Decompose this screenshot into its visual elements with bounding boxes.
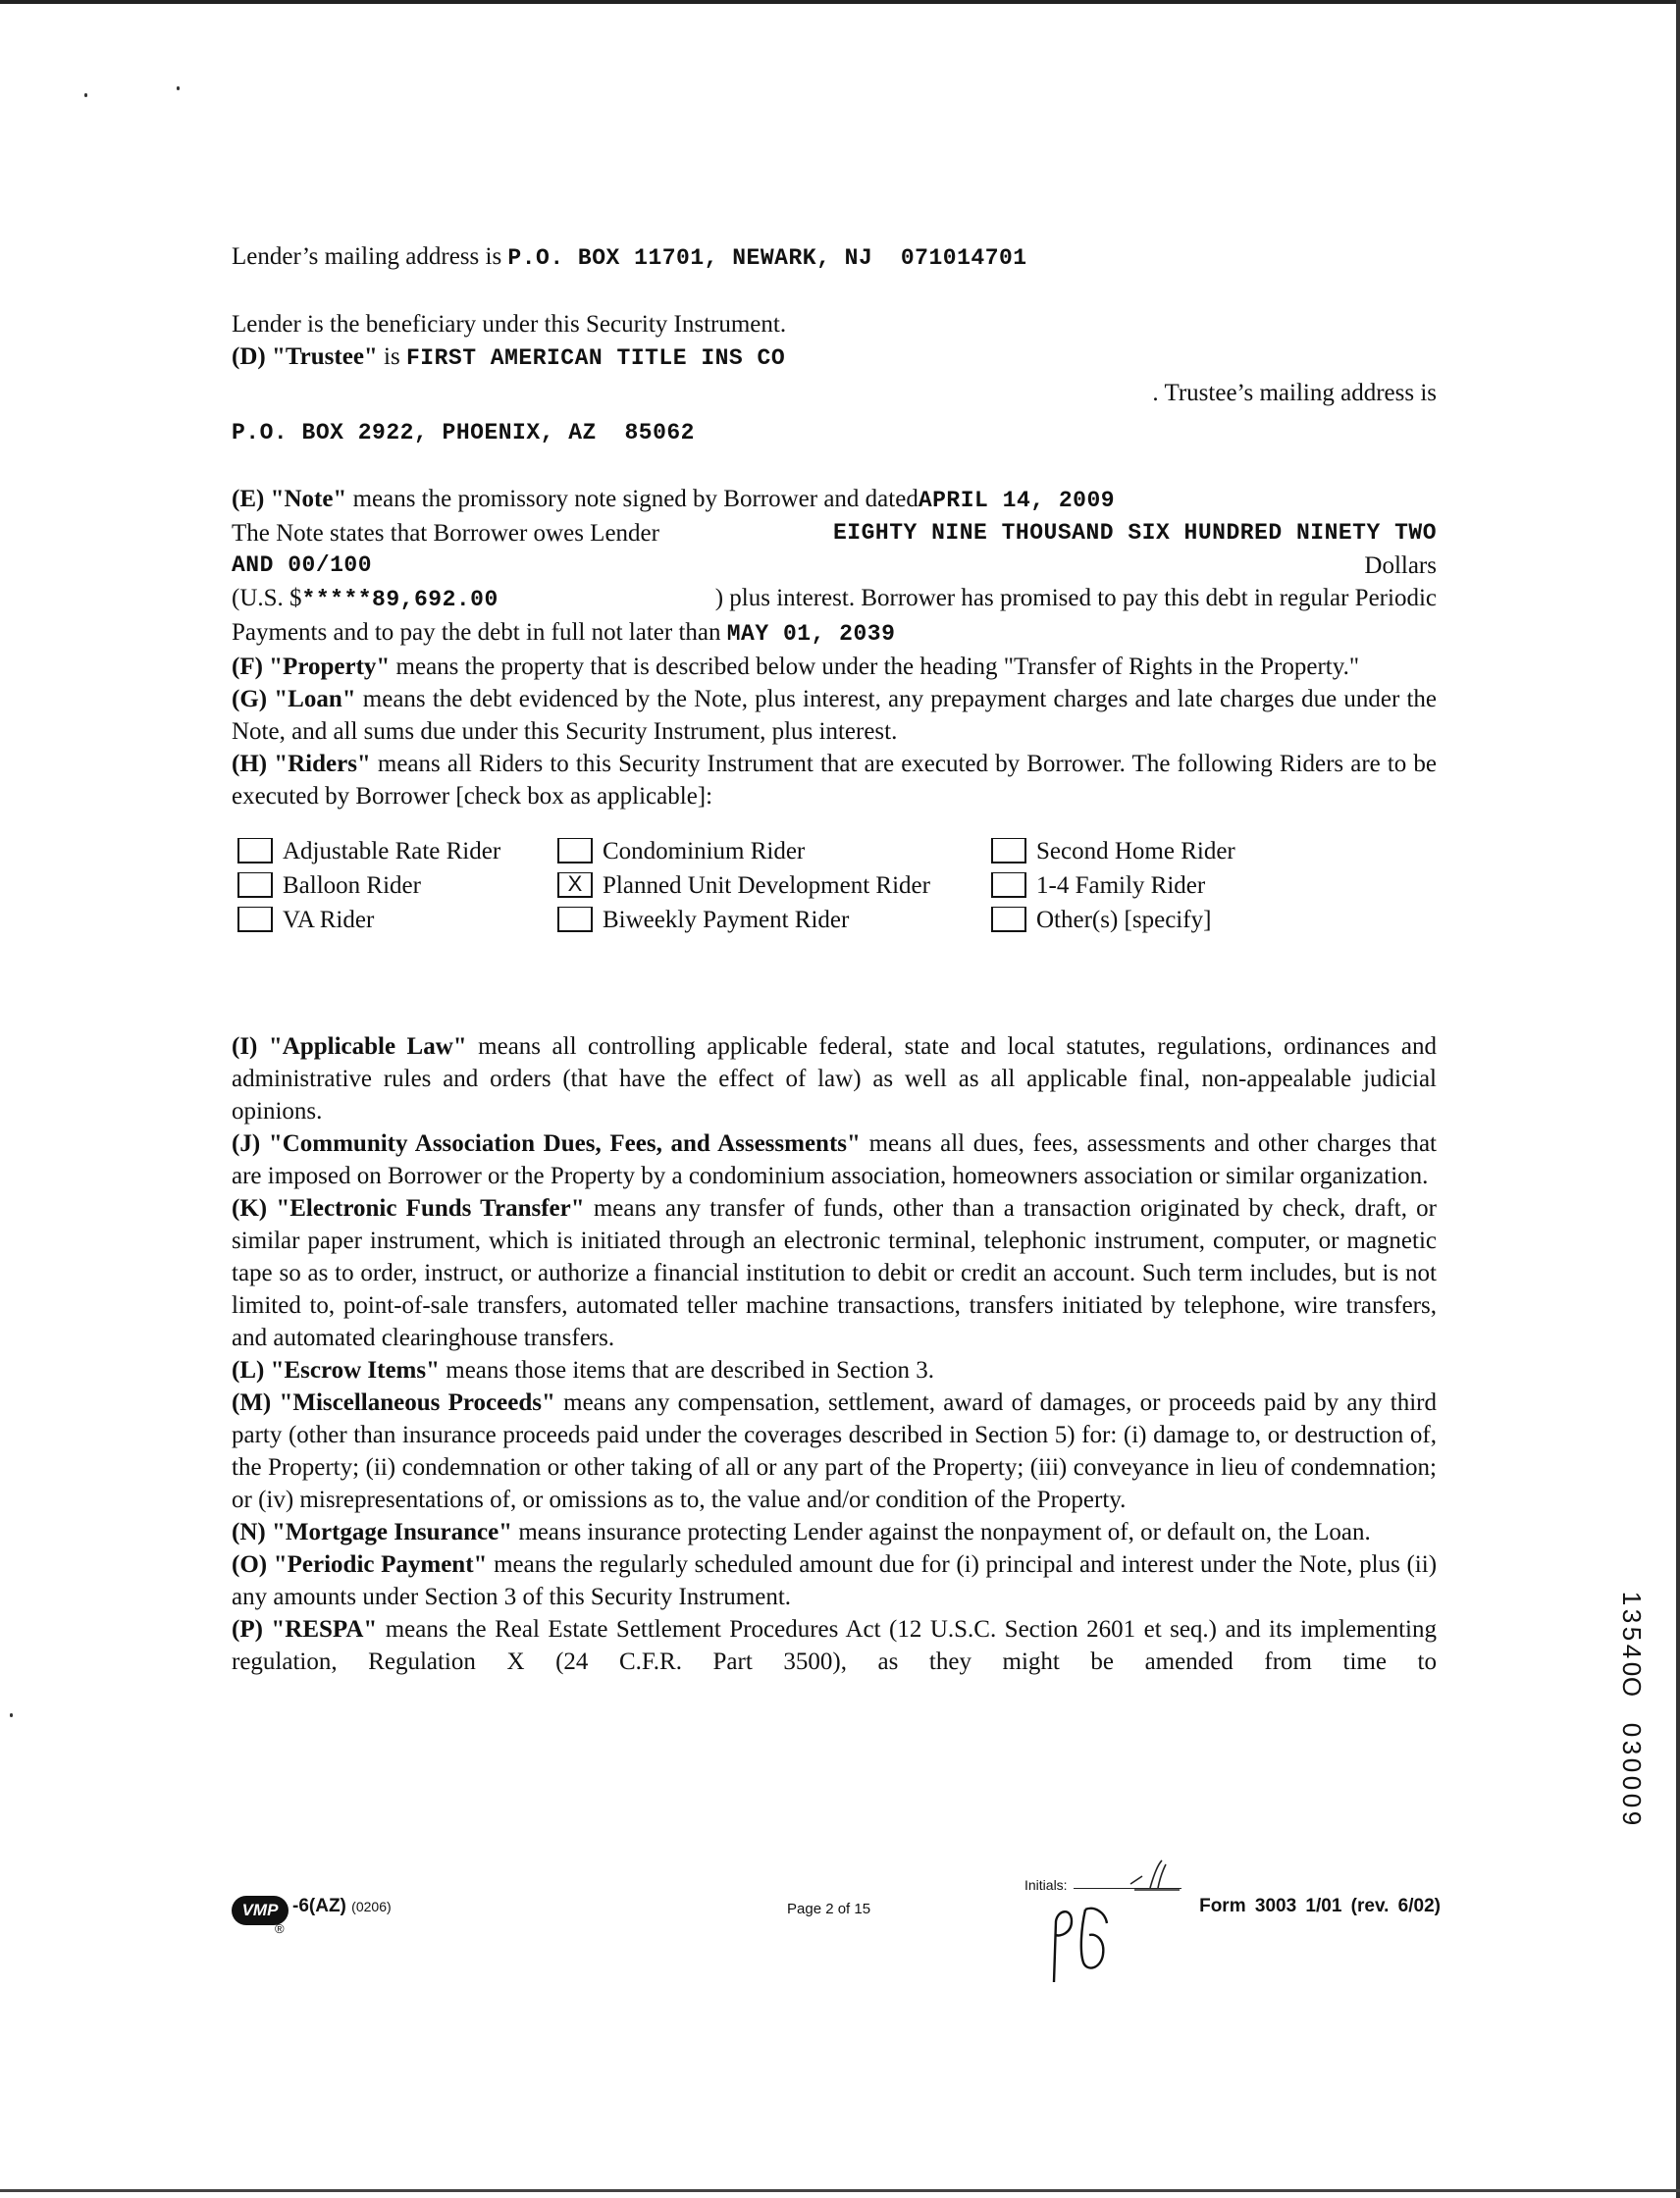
- trustee-term: "Trustee": [271, 343, 378, 370]
- definition-riders: (H) "Riders" means all Riders to this Security Instrument that are executed by Borrower. The following Riders are to be executed by Borrower [check box as applicable]:: [232, 751, 1437, 810]
- vmp-logo: VMP: [232, 1896, 289, 1925]
- riders-checklist: [237, 834, 1437, 936]
- note-line-3: AND 00/100 Dollars: [232, 550, 1437, 582]
- page-edge-right: [1676, 0, 1680, 2198]
- rider-checkbox-checked[interactable]: X: [557, 872, 593, 898]
- side-document-number: 1 3 5 4 0 O 0 3 0 0 0 9: [1617, 1591, 1647, 1826]
- note-line-1: (E) "Note" means the promissory note signed by Borrower and datedAPRIL 14, 2009: [232, 486, 1116, 513]
- definition-miscellaneous-proceeds: (M) "Miscellaneous Proceeds" means any compensation, settlement, award of damages, or proceeds paid by any third party (other than insurance proceeds paid under the coverages described in Section 5) for: (i) damage to, or destruction of, the Property; (ii) condemnation or other taking of all or any part of the Property; (iii) conveyance in lieu of condemnation; or (iv) misrepresentations of, or omissions as to, the value and/or condition of the Property.: [232, 1389, 1438, 1513]
- definition-respa: (P) "RESPA" means the Real Estate Settlement Procedures Act (12 U.S.C. Section 2601 et seq.) and its implementing regulation, Regulation X (24 C.F.R. Part 3500), as they might be amended from time to: [232, 1616, 1437, 1675]
- definition-electronic-funds-transfer: (K) "Electronic Funds Transfer" means any transfer of funds, other than a transaction originated by check, draft, or similar paper instrument, which is initiated through an electronic terminal, telephonic instrument, computer, or magnetic tape so as to order, instruct, or authorize a financial institution to debit or credit an account. Such term includes, but is not limited to, point-of-sale transfers, automated teller machine transactions, transfers initiated by telephone, wire transfers, and automated clearinghouse transfers.: [232, 1195, 1438, 1351]
- definition-property: (F) "Property" means the property that is described below under the heading "Transfer of Rights in the Property.": [232, 654, 1360, 680]
- initials-label: Initials:: [1024, 1877, 1068, 1893]
- trustee-line: (D) "Trustee" is FIRST AMERICAN TITLE INS CO: [232, 343, 786, 371]
- initials-signature-mark: [1101, 1855, 1189, 1894]
- document-body: [232, 240, 1437, 1678]
- rider-biweekly-payment[interactable]: Biweekly Payment Rider: [557, 903, 991, 936]
- definition-escrow-items: (L) "Escrow Items" means those items that are described in Section 3.: [232, 1357, 935, 1384]
- rider-checkbox[interactable]: [237, 907, 273, 932]
- page-edge-top: [0, 0, 1680, 4]
- definition-applicable-law: (I) "Applicable Law" means all controlling applicable federal, state and local statutes, regulations, ordinances and administrative rules and orders (that have the effect of law) as well as all applicable final, non-appealable judicial opinions.: [232, 1033, 1437, 1125]
- page-edge-bottom: [0, 2189, 1680, 2192]
- definition-community-association: (J) "Community Association Dues, Fees, and Assessments" means all dues, fees, assessments and other charges that are imposed on Borrower or the Property by a condominium association, homeowners association or similar organization.: [232, 1130, 1437, 1189]
- rider-condominium[interactable]: Condominium Rider: [557, 834, 991, 867]
- rider-planned-unit-development[interactable]: X Planned Unit Development Rider: [557, 868, 991, 902]
- rider-checkbox[interactable]: [991, 907, 1026, 932]
- page-number: Page 2 of 15: [787, 1901, 871, 1917]
- trustee-name: FIRST AMERICAN TITLE INS CO: [405, 345, 786, 371]
- note-date: APRIL 14, 2009: [918, 488, 1116, 513]
- form-number: Form 3003 1/01 (rev. 6/02): [1199, 1896, 1441, 1916]
- note-amount: *****89,692.00: [301, 587, 499, 612]
- rider-second-home[interactable]: Second Home Rider: [991, 834, 1286, 867]
- definition-periodic-payment: (O) "Periodic Payment" means the regularly scheduled amount due for (i) principal and interest under the Note, plus (ii) any amounts under Section 3 of this Security Instrument.: [232, 1551, 1438, 1610]
- rider-balloon[interactable]: Balloon Rider: [237, 868, 557, 902]
- lender-address-value: P.O. BOX 11701, NEWARK, NJ 071014701: [507, 245, 1027, 271]
- page-footer: [232, 1877, 1441, 2012]
- rider-checkbox[interactable]: [237, 838, 273, 864]
- note-line-2: The Note states that Borrower owes Lender EIGHTY NINE THOUSAND SIX HUNDRED NINETY TWO: [232, 517, 1437, 550]
- rider-checkbox[interactable]: [991, 838, 1026, 864]
- rider-adjustable-rate[interactable]: Adjustable Rate Rider: [237, 834, 557, 867]
- note-amount-words-1: EIGHTY NINE THOUSAND SIX HUNDRED NINETY TWO: [833, 520, 1437, 546]
- note-line-4: (U.S. $*****89,692.00 ) plus interest. Borrower has promised to pay this debt in regular Periodic: [232, 585, 1437, 612]
- rider-checkbox[interactable]: [557, 838, 593, 864]
- trustee-address-line: [232, 415, 1437, 449]
- rider-1-4-family[interactable]: 1-4 Family Rider: [991, 868, 1286, 902]
- lender-address-line: Lender’s mailing address is P.O. BOX 11701, NEWARK, NJ 071014701: [232, 243, 1027, 271]
- scan-speck: [177, 86, 180, 90]
- note-due-date: MAY 01, 2039: [726, 621, 896, 647]
- rider-checkbox[interactable]: [991, 872, 1026, 898]
- form-code: -6(AZ) (0206): [292, 1896, 392, 1916]
- registered-mark: ®: [275, 1921, 285, 1936]
- rider-others[interactable]: Other(s) [specify]: [991, 903, 1286, 936]
- definition-loan: (G) "Loan" means the debt evidenced by the Note, plus interest, any prepayment charges and late charges due under the Note, and all sums due under this Security Instrument, plus interest.: [232, 686, 1437, 745]
- note-amount-words-2: AND 00/100: [232, 552, 373, 578]
- handwritten-initials-icon: [1046, 1898, 1115, 1986]
- trustee-mailing-label: . Trustee’s mailing address is: [1152, 380, 1437, 406]
- rider-checkbox[interactable]: [237, 872, 273, 898]
- lender-beneficiary-line: Lender is the beneficiary under this Security Instrument.: [232, 311, 787, 338]
- rider-va[interactable]: VA Rider: [237, 903, 557, 936]
- definition-mortgage-insurance: (N) "Mortgage Insurance" means insurance protecting Lender against the nonpayment of, or default on, the Loan.: [232, 1519, 1371, 1545]
- note-term: "Note": [270, 486, 347, 512]
- scan-speck: [10, 1713, 13, 1717]
- note-line-5: Payments and to pay the debt in full not later than MAY 01, 2039: [232, 619, 896, 647]
- rider-checkbox[interactable]: [557, 907, 593, 932]
- scan-speck: [84, 93, 87, 97]
- trustee-address: P.O. BOX 2922, PHOENIX, AZ 85062: [232, 420, 695, 445]
